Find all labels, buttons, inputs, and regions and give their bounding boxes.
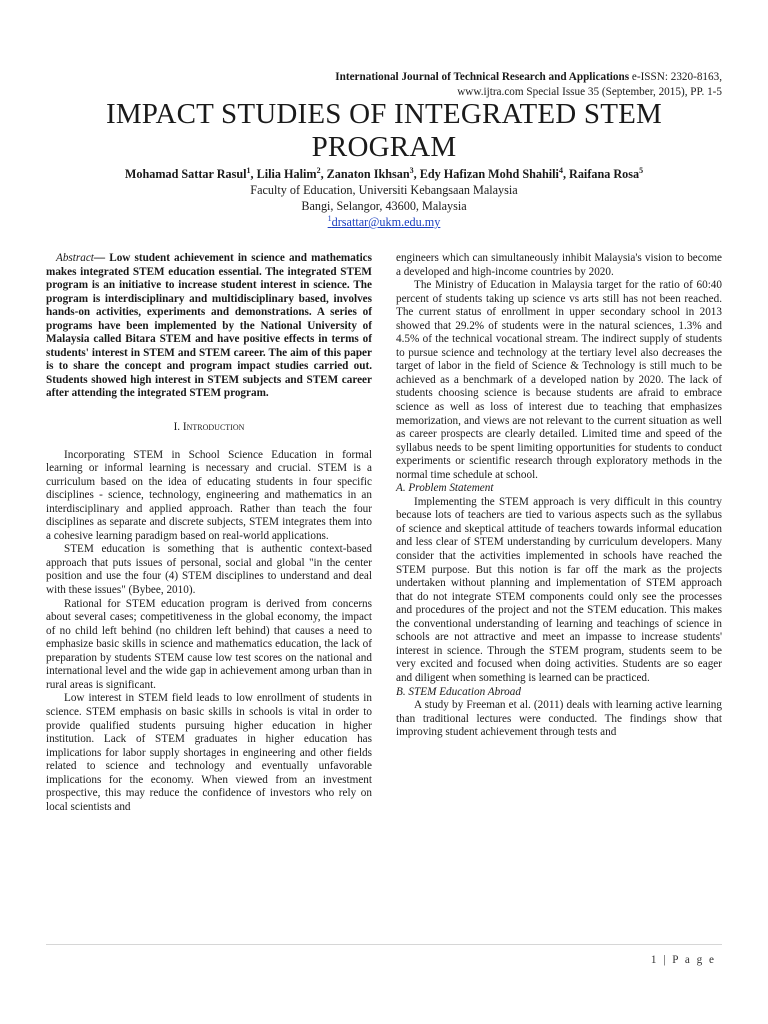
journal-line-1: [162, 70, 722, 85]
paragraph: Low interest in STEM field leads to low enrollment of students in science. STEM emphasis on basic skills in schools is vital in order to provide qualified students pursuing higher education in higher institution. Lack of STEM graduates in higher education has implications for labor supply shortages in engineering and other fields related to science and technology and eventually unfavorable implications for the economy. When viewed from an investment prospective, this may reduce the confidence of investors who rely on local scientists and: [46, 692, 372, 813]
journal-issn: e-ISSN: 2320-8163,: [631, 71, 722, 83]
author-name: Edy Hafizan Mohd Shahili: [419, 167, 559, 181]
paragraph: A study by Freeman et al. (2011) deals with learning active learning than traditional lectures were conducted. The findings show that improving student achievement through tests and: [396, 699, 722, 739]
author-sup: 3: [409, 165, 414, 175]
paragraph: Implementing the STEM approach is very difficult in this country because lots of teachers are tied to various aspects such as the syllabus of science and skeptical attitude of teachers towards informal education and less clear of STEM understanding by curriculum developers. Many consider that the activities implemented in schools have reached the STEM purpose. But this notion is far off the mark as the projects undertaken without planning and implementation of STEM approach that do not integrate STEM components could only see the processes and procedures of the project and not the STEM education. This makes the conventional understanding of learning and teachings of science in schools are not attractive and meet an impasse to increase students' interest in science. Through the STEM program, students seem to be very excited and focused when doing activities. Students are so eager and diligent when something is learned can be practiced.: [396, 495, 722, 684]
affiliation-block: [40, 182, 728, 230]
journal-name: International Journal of Technical Research and Applications: [335, 71, 630, 83]
page-number: 1 | P a g e: [650, 954, 716, 966]
paragraph: Incorporating STEM in School Science Education in formal learning or informal learning is necessary and crucial. STEM is a curriculum based on the idea of educating students in four specific disciplines - science, technology, engineering and mathematics in an interdisciplinary and applied approach. Rather than teach the four disciplines as separate and discrete subjects, STEM integrates them into a cohesive learning paradigm based on real-world applications.: [46, 448, 372, 542]
author-list: Mohamad Sattar Rasul$^1$, Lilia Halim$^2$, Zanaton Ikhsan$^3$, Edy Hafizan Mohd Shahili$^4$, Raifana Rosa$^5$: [124, 165, 644, 181]
section-heading-introduction: [46, 421, 372, 435]
right-column: [396, 252, 722, 740]
abstract: [46, 252, 372, 401]
author-sup: 4: [558, 165, 563, 175]
abstract-text: Low student achievement in science and mathematics makes integrated STEM education essential. The integrated STEM program is an initiative to increase student interest in science. The program is interdisciplinary and multidisciplinary based, involves hands-on activities, experiments and demonstrations. A series of programs have been implemented by the National University of Malaysia called Bitara STEM and have positive effects in terms of students' interest in STEM and STEM career. The aim of this paper is to share the concept and program impact studies carried out. Students showed high interest in STEM subjects and STEM career after attending the integrated STEM program.: [46, 252, 372, 400]
affiliation-line-2: Bangi, Selangor, 43600, Malaysia: [301, 199, 467, 213]
author-sup: 2: [316, 165, 321, 175]
email-line: [40, 214, 728, 230]
paragraph: engineers which can simultaneously inhibit Malaysia's vision to become a developed and high-income countries by 2020.: [396, 252, 722, 278]
paper-title: [40, 98, 728, 164]
author-name: Lilia Halim: [256, 167, 317, 181]
section-number: I.: [173, 421, 183, 434]
affiliation-line-1: Faculty of Education, Universiti Kebangsaan Malaysia: [250, 183, 518, 197]
subsection-heading-stem-abroad: B. STEM Education Abroad: [396, 685, 521, 698]
author-name: Zanaton Ikhsan: [326, 167, 410, 181]
email-sup: 1: [327, 213, 332, 223]
journal-issue-line: www.ijtra.com Special Issue 35 (September, 2015), PP. 1-5: [457, 86, 722, 98]
abstract-lead: Abstract: [56, 252, 94, 264]
paragraph: The Ministry of Education in Malaysia target for the ratio of 60:40 percent of students taking up science vs arts still has not been reached. The current status of enrollment in upper secondary school in 2013 showed that 29.2% of students were in the natural sciences, 1.3% and 4.5% of the technical vocational stream. The indirect supply of students to pursue science and technology at the tertiary level also decreases the target of labor in the field of Science & Technology is still much to be achieved as a benchmark of a developed nation by 2020. The lack of students choosing science is because students are afraid to embrace science as well as loss of interest due to teaching that emphasizes memorization, and views are not relevant to the current situation as well as career prospects are clearly detailed. Limited time and speed of the syllabus needs to be spent limiting opportunities for students to conduct experiments or scientific research through exploratory methods in the normal time schedule at school.: [396, 279, 722, 481]
title-line-2: PROGRAM: [311, 131, 457, 163]
title-line-1: IMPACT STUDIES OF INTEGRATED STEM: [105, 98, 663, 130]
paragraph: STEM education is something that is authentic context-based approach that puts issues of personal, social and global "in the center position and use the four (4) STEM disciplines to understand and deal with these issues" (Bybee, 2010).: [46, 543, 372, 597]
abstract-dash: —: [93, 252, 110, 264]
email-link[interactable]: [328, 215, 441, 229]
subsection-heading-problem-statement: A. Problem Statement: [396, 482, 494, 495]
left-column: [46, 252, 372, 814]
author-name: Mohamad Sattar Rasul: [124, 167, 247, 181]
author-sup: 1: [246, 165, 251, 175]
footer-divider: [46, 944, 722, 945]
journal-header: [162, 70, 722, 100]
author-name: Raifana Rosa: [569, 167, 640, 181]
email-text: drsattar@ukm.edu.my: [331, 215, 441, 229]
paragraph: Rational for STEM education program is derived from concerns about several cases; competitiveness in the global economy, the impact of no child left behind (no children left behind) that causes a need to emphasize basic skills in science and mathematics education, the lack of preparation by students STEM cause low test scores on the national and international level and the wide gap in achievement among urban than in rural areas is significant.: [46, 597, 372, 691]
section-title: Introduction: [182, 421, 245, 434]
author-sup: 5: [639, 165, 644, 175]
